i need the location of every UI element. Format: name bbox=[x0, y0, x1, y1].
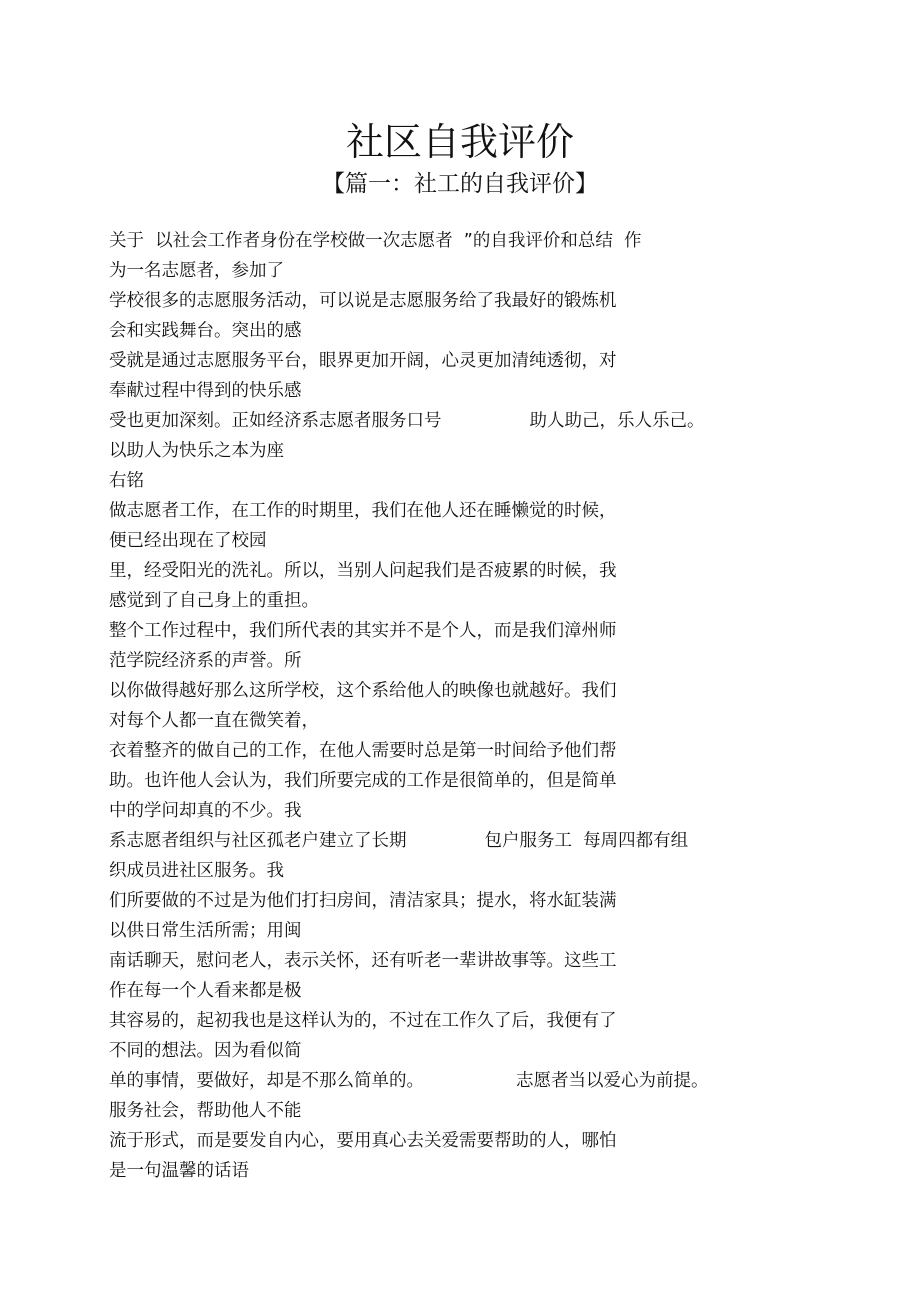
body-line-text: 以你做得越好那么这所学校，这个系给他人的映像也就越好。我们 bbox=[109, 681, 617, 701]
body-line bbox=[109, 1096, 809, 1126]
body-line-text: 其容易的，起初我也是这样认为的，不过在工作久了后，我便有了 bbox=[109, 1011, 617, 1031]
body-line bbox=[109, 826, 809, 856]
body-line-text: 受也更加深刻。正如经济系志愿者服务口号 bbox=[109, 411, 442, 431]
body-line-text: 整个工作过程中，我们所代表的其实并不是个人，而是我们漳州师 bbox=[109, 621, 617, 641]
body-line-text: 以助人为快乐之本为座 bbox=[109, 441, 284, 461]
body-line-text-continued: 志愿者当以爱心为前提。 bbox=[516, 1071, 709, 1091]
body-line bbox=[109, 886, 809, 916]
body-line-text: 助。也许他人会认为，我们所要完成的工作是很简单的，但是简单 bbox=[109, 771, 617, 791]
body-line bbox=[109, 676, 809, 706]
body-line-text: 奉献过程中得到的快乐感 bbox=[109, 381, 302, 401]
body-line bbox=[109, 466, 809, 496]
body-line bbox=[109, 616, 809, 646]
body-line bbox=[109, 406, 809, 436]
body-line bbox=[109, 916, 809, 946]
body-line-text-continued: 包户服务工 每周四都有组 bbox=[484, 831, 689, 851]
document-title: 社区自我评价 bbox=[345, 120, 574, 164]
body-line-text: 范学院经济系的声誉。所 bbox=[109, 651, 302, 671]
body-line-text: 作在每一个人看来都是极 bbox=[109, 981, 302, 1001]
body-line-text: 是一句温馨的话语 bbox=[109, 1161, 249, 1181]
body-line-text: 以供日常生活所需；用闽 bbox=[109, 921, 302, 941]
body-line bbox=[109, 586, 809, 616]
body-line bbox=[109, 856, 809, 886]
body-line bbox=[109, 436, 809, 466]
body-line-text: 单的事情，要做好，却是不那么简单的。 bbox=[109, 1071, 424, 1091]
body-line bbox=[109, 376, 809, 406]
body-line-text: 不同的想法。因为看似简 bbox=[109, 1041, 302, 1061]
body-line-text: 对每个人都一直在微笑着， bbox=[109, 711, 319, 731]
body-line-text-continued: 助人助己，乐人乐己。 bbox=[529, 411, 705, 431]
body-line-text: 流于形式，而是要发自内心，要用真心去关爱需要帮助的人，哪怕 bbox=[109, 1131, 617, 1151]
body-line-text: 受就是通过志愿服务平台，眼界更加开阔，心灵更加清纯透彻，对 bbox=[109, 351, 617, 371]
body-line-text: 学校很多的志愿服务活动，可以说是志愿服务给了我最好的锻炼机 bbox=[109, 291, 617, 311]
body-line-text: 为一名志愿者，参加了 bbox=[109, 261, 284, 281]
body-line-text: 们所要做的不过是为他们打扫房间，清洁家具；提水，将水缸装满 bbox=[109, 891, 617, 911]
body-line-text: 中的学问却真的不少。我 bbox=[109, 801, 302, 821]
body-line-text: 关于 以社会工作者身份在学校做一次志愿者 ”的自我评价和总结 作 bbox=[109, 231, 642, 251]
body-line bbox=[109, 556, 809, 586]
body-line bbox=[109, 946, 809, 976]
body-line bbox=[109, 496, 809, 526]
body-line-text: 系志愿者组织与社区孤老户建立了长期 bbox=[109, 831, 407, 851]
body-line-text: 南话聊天，慰问老人，表示关怀，还有听老一辈讲故事等。这些工 bbox=[109, 951, 617, 971]
body-line bbox=[109, 1126, 809, 1156]
body-line bbox=[109, 526, 809, 556]
body-line bbox=[109, 1156, 809, 1186]
body-line-text: 织成员进社区服务。我 bbox=[109, 861, 284, 881]
body-line bbox=[109, 316, 809, 346]
body-line bbox=[109, 796, 809, 826]
body-line bbox=[109, 706, 809, 736]
body-line bbox=[109, 286, 809, 316]
body-line bbox=[109, 1066, 809, 1096]
body-line bbox=[109, 346, 809, 376]
body-line bbox=[109, 646, 809, 676]
body-line-text: 会和实践舞台。突出的感 bbox=[109, 321, 302, 341]
body-line-text: 服务社会，帮助他人不能 bbox=[109, 1101, 302, 1121]
body-line bbox=[109, 1006, 809, 1036]
body-line-text: 感觉到了自己身上的重担。 bbox=[109, 591, 319, 611]
body-line-text: 做志愿者工作，在工作的时期里，我们在他人还在睡懒觉的时候， bbox=[109, 501, 617, 521]
body-line bbox=[109, 1036, 809, 1066]
body-line bbox=[109, 766, 809, 796]
body-line bbox=[109, 976, 809, 1006]
document-body bbox=[109, 226, 809, 1186]
body-line-text: 里，经受阳光的洗礼。所以，当别人问起我们是否疲累的时候，我 bbox=[109, 561, 617, 581]
body-line bbox=[109, 736, 809, 766]
document-subtitle: 【篇一：社工的自我评价】 bbox=[322, 171, 598, 197]
body-line-text: 右铭 bbox=[109, 471, 144, 491]
body-line-text: 衣着整齐的做自己的工作，在他人需要时总是第一时间给予他们帮 bbox=[109, 741, 617, 761]
body-line bbox=[109, 256, 809, 286]
body-line-text: 便已经出现在了校园 bbox=[109, 531, 267, 551]
body-line bbox=[109, 226, 809, 256]
